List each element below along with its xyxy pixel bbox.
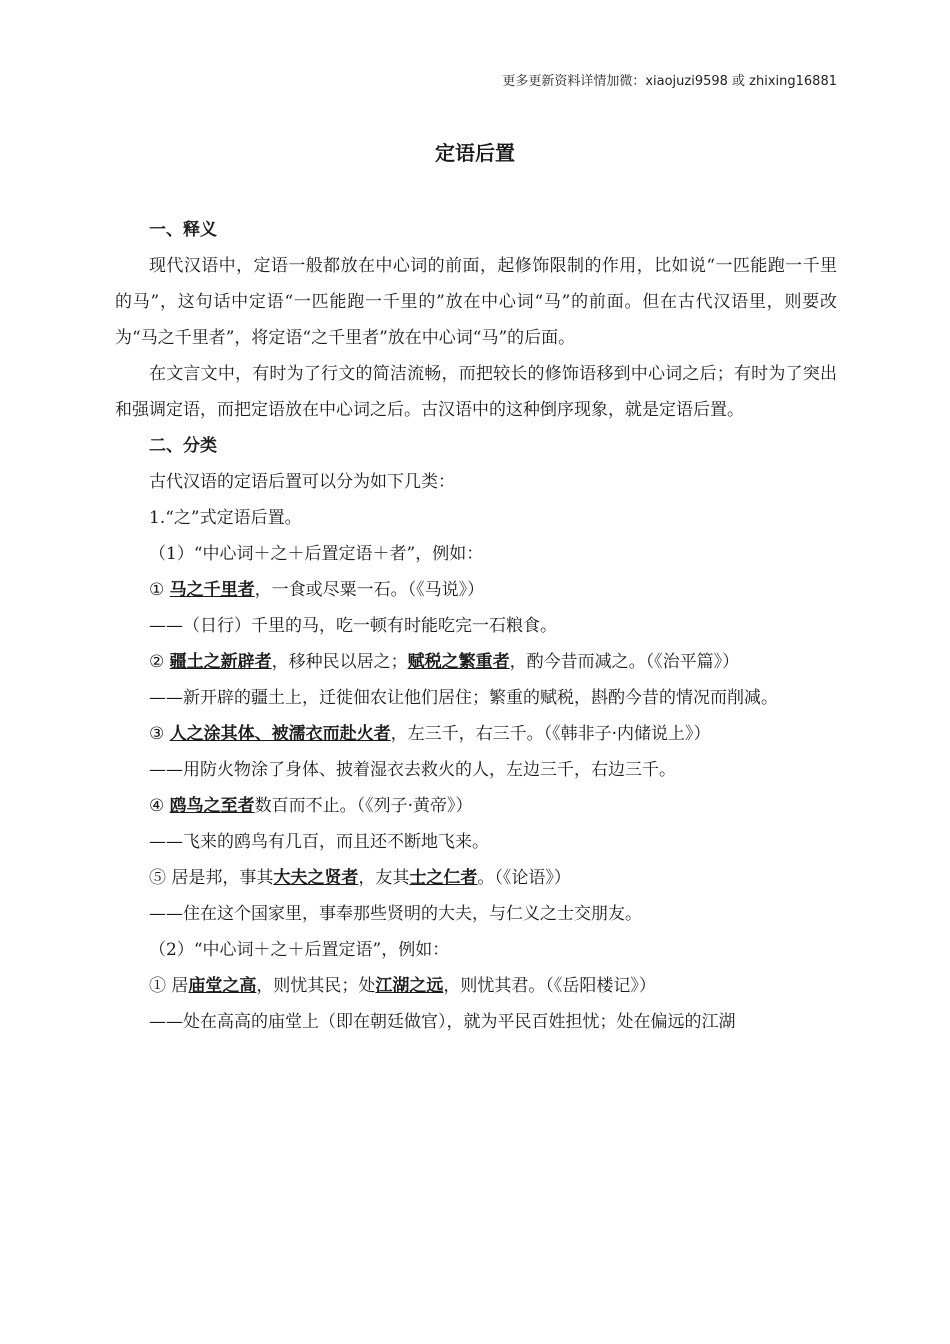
- subtype-heading: （2）“中心词＋之＋后置定语”，例如：: [149, 940, 450, 960]
- underlined-phrase: 大夫之贤者: [273, 868, 359, 888]
- translation-line: ——处在高高的庙堂上（即在朝廷做官），就为平民百姓担忧；处在偏远的江湖: [149, 1012, 736, 1032]
- underlined-phrase: 人之涂其体、被濡衣而赴火者: [169, 724, 391, 744]
- translation-line: ——（日行）千里的马，吃一顿有时能吃完一石粮食。: [149, 616, 557, 636]
- paragraph: 在文言文中，有时为了行文的简洁流畅，而把较长的修饰语移到中心词之后；有时为了突出和强调定语，而把定语放在中心词之后。古汉语中的这种倒序现象，就是定语后置。: [115, 364, 837, 420]
- example-line: ④ 鸥鸟之至者数百而不止。（《列子·黄帝》）: [149, 796, 473, 816]
- underlined-phrase: 鸥鸟之至者: [169, 796, 255, 816]
- section-heading-definition: 一、释义: [149, 220, 217, 240]
- subtype-heading: （1）“中心词＋之＋后置定语＋者”，例如：: [149, 544, 484, 564]
- underlined-phrase: 士之仁者: [409, 868, 478, 888]
- example-line: ⑤ 居是邦，事其大夫之贤者，友其士之仁者。（《论语》）: [149, 868, 571, 888]
- translation-line: ——住在这个国家里，事奉那些贤明的大夫，与仁义之士交朋友。: [149, 904, 642, 924]
- paragraph: 古代汉语的定语后置可以分为如下几类：: [149, 472, 455, 492]
- example-line: ② 疆土之新辟者，移种民以居之；赋税之繁重者，酌今昔而减之。（《治平篇》）: [149, 652, 740, 672]
- underlined-phrase: 赋税之繁重者: [407, 652, 510, 672]
- underlined-phrase: 马之千里者: [169, 580, 255, 600]
- translation-line: ——用防火物涂了身体、披着湿衣去救火的人，左边三千，右边三千。: [149, 760, 676, 780]
- section-heading-classification: 二、分类: [149, 436, 217, 456]
- type-heading: 1.“之”式定语后置。: [149, 508, 302, 528]
- example-line: ① 马之千里者，一食或尽粟一石。（《马说》）: [149, 580, 485, 600]
- document-body: [115, 212, 837, 1040]
- underlined-phrase: 疆土之新辟者: [169, 652, 272, 672]
- underlined-phrase: 庙堂之高: [188, 976, 257, 996]
- example-line: ① 居庙堂之高，则忧其民；处江湖之远，则忧其君。（《岳阳楼记》）: [149, 976, 656, 996]
- paragraph: 现代汉语中，定语一般都放在中心词的前面，起修饰限制的作用，比如说“一匹能跑一千里的马”，这句话中定语“一匹能跑一千里的”放在中心词“马”的前面。但在古代汉语里，则要改为“马之千里者”，将定语“之千里者”放在中心词“马”的后面。: [115, 256, 837, 348]
- underlined-phrase: 江湖之远: [375, 976, 444, 996]
- translation-line: ——飞来的鸥鸟有几百，而且还不断地飞来。: [149, 832, 489, 852]
- page-title: 定语后置: [435, 141, 515, 165]
- example-line: ③ 人之涂其体、被濡衣而赴火者，左三千，右三千。（《韩非子·内储说上》）: [149, 724, 711, 744]
- header-note: 更多更新资料详情加微：xiaojuzi9598 或 zhixing16881: [502, 74, 837, 89]
- translation-line: ——新开辟的疆土上，迁徙佃农让他们居住；繁重的赋税，斟酌今昔的情况而削减。: [149, 688, 778, 708]
